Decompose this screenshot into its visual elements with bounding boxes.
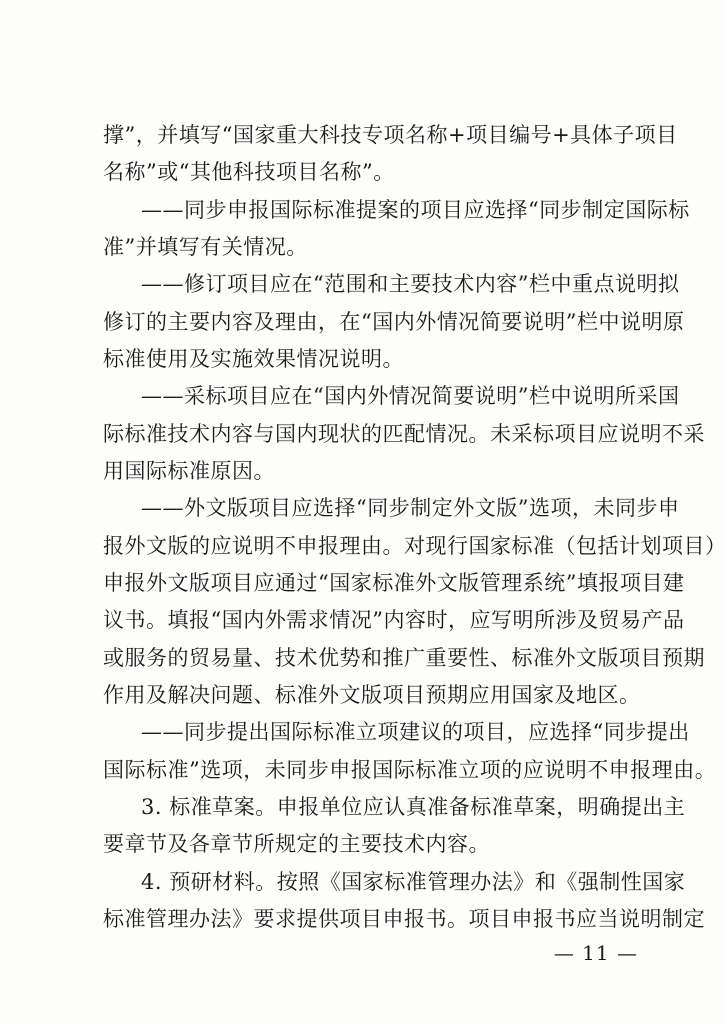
text-line-10: 用国际标准原因。 (103, 459, 275, 483)
text-line-15: 或服务的贸易量、技术优势和推广重要性、标准外文版项目预期 (103, 646, 705, 670)
text-line-1: 撑”，并填写“国家重大科技专项名称+项目编号+具体子项目 (103, 123, 678, 147)
page-number: — 11 — (553, 941, 638, 965)
text-line-5: ——修订项目应在“范围和主要技术内容”栏中重点说明拟 (141, 272, 680, 296)
text-line-20: 要章节及各章节所规定的主要技术内容。 (103, 832, 490, 856)
text-line-21: 4. 预研材料。按照《国家标准管理办法》和《强制性国家 (141, 870, 686, 894)
text-line-7: 标准使用及实施效果情况说明。 (103, 347, 404, 371)
text-line-2: 名称”或“其他科技项目名称”。 (103, 160, 395, 184)
text-line-14: 议书。填报“国内外需求情况”内容时，应写明所涉及贸易产品 (103, 608, 685, 632)
text-line-4: 准”并填写有关情况。 (103, 235, 308, 259)
text-line-11: ——外文版项目应选择“同步制定外文版”选项，未同步申 (141, 496, 680, 520)
text-line-8: ——采标项目应在“国内外情况简要说明”栏中说明所采国 (141, 384, 680, 408)
text-line-22: 标准管理办法》要求提供项目申报书。项目申报书应当说明制定 (103, 907, 705, 931)
text-line-16: 作用及解决问题、标准外文版项目预期应用国家及地区。 (103, 683, 641, 707)
text-line-18: 国际标准”选项，未同步申报国际标准立项的应说明不申报理由。 (103, 758, 717, 782)
text-line-6: 修订的主要内容及理由，在“国内外情况简要说明”栏中说明原 (103, 310, 685, 334)
text-line-17: ——同步提出国际标准立项建议的项目，应选择“同步提出 (141, 720, 690, 744)
text-line-13: 申报外文版项目应通过“国家标准外文版管理系统”填报项目建 (103, 571, 685, 595)
text-line-12: 报外文版的应说明不申报理由。对现行国家标准（包括计划项目） (103, 534, 727, 558)
text-line-9: 际标准技术内容与国内现状的匹配情况。未采标项目应说明不采 (103, 422, 705, 446)
text-line-19: 3. 标准草案。申报单位应认真准备标准草案，明确提出主 (141, 795, 686, 819)
text-line-3: ——同步申报国际标准提案的项目应选择“同步制定国际标 (141, 198, 690, 222)
